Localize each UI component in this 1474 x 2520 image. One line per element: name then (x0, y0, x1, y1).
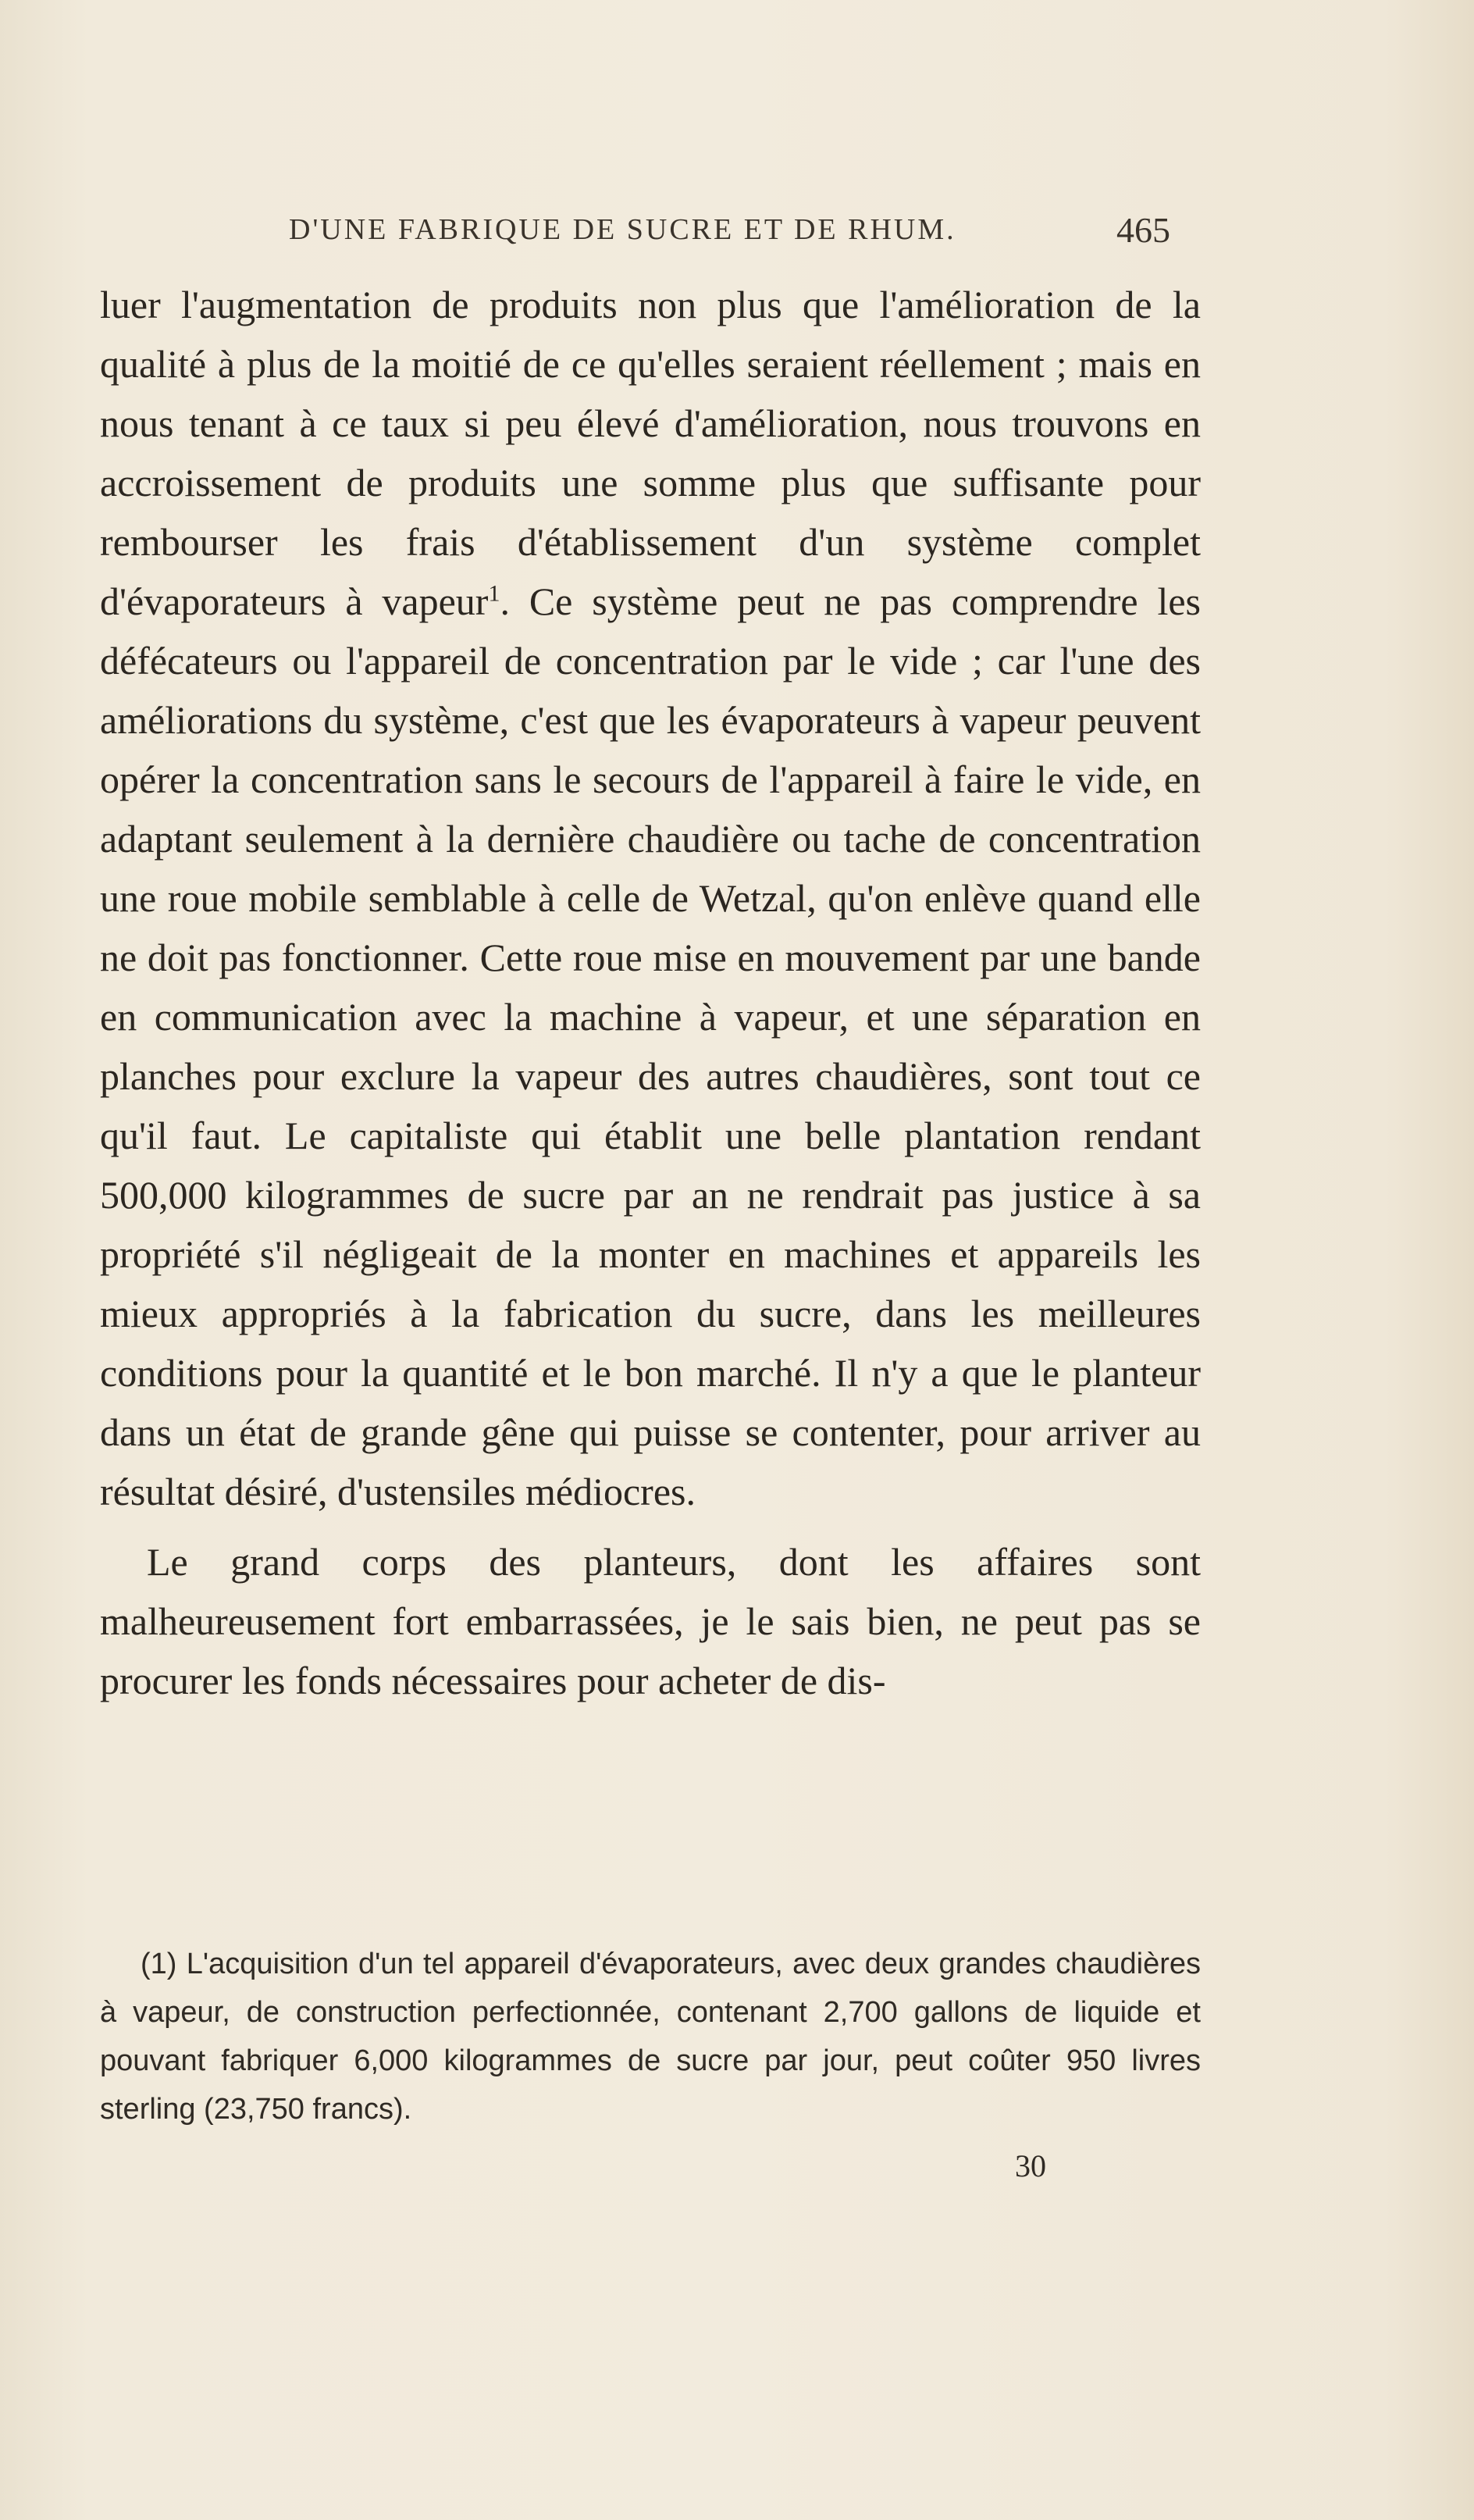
body-text (100, 275, 1201, 1710)
footnote: (1) L'acquisition d'un tel appareil d'évaporateurs, avec deux grandes chaudières à vapeur, de construction perfectionnée, contenant 2,700 gallons de liquide et pouvant fabriquer 6,000 kilogrammes de sucre par jour, peut coûter 950 livres sterling (23,750 francs). (100, 1948, 1201, 2126)
page-header (101, 209, 1226, 256)
page-number: 465 (1116, 210, 1170, 250)
footnote-reference: 1 (488, 580, 500, 607)
paragraph-1 (100, 275, 1201, 1521)
paragraph-2: Le grand corps des planteurs, dont les affaires sont malheureusement fort embarrassées, je le sais bien, ne peut pas se procurer les fonds nécessaires pour acheter de dis- (100, 1540, 1201, 1702)
paragraph-1-text: luer l'augmentation de produits non plus que l'amélioration de la qualité à plus de la moitié de ce qu'elles seraient réellement ; mais en nous tenant à ce taux si peu élevé d'amélioration, nous trouvons en accroissement de produits une somme plus que suffisante pour rembourser les frais d'établissement d'un système complet d'évaporateurs à vapeur (100, 283, 1201, 623)
paragraph-1-continued: . Ce système peut ne pas comprendre les défécateurs ou l'appareil de concentration par le vide ; car l'une des améliorations du système, c'est que les évaporateurs à vapeur peuvent opérer la concentration sans le secours de l'appareil à faire le vide, en adaptant seulement à la dernière chaudière ou tache de concentration une roue mobile semblable à celle de Wetzal, qu'on enlève quand elle ne doit pas fonctionner. Cette roue mise en mouvement par une bande en communication avec la machine à vapeur, et une séparation en planches pour exclure la vapeur des autres chaudières, sont tout ce qu'il faut. Le capitaliste qui établit une belle plantation rendant 500,000 kilogrammes de sucre par an ne rendrait pas justice à sa propriété s'il négligeait de la monter en machines et appareils les mieux appropriés à la fabrication du sucre, dans les meilleures conditions pour la quantité et le bon marché. Il n'y a que le planteur dans un état de grande gêne qui puisse se contenter, pour arriver au résultat désiré, d'ustensiles médiocres. (100, 579, 1201, 1513)
signature-mark: 30 (1015, 2148, 1046, 2183)
running-title: D'UNE FABRIQUE DE SUCRE ET DE RHUM. (289, 213, 956, 246)
